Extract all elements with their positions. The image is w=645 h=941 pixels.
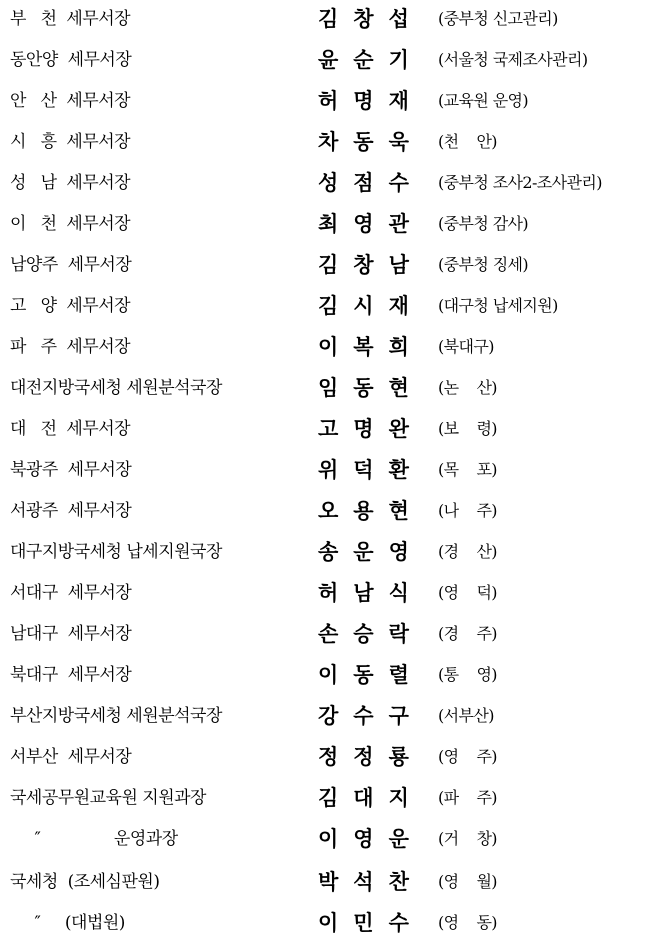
appointment-row	[0, 783, 645, 813]
previous-post: (경 산)	[438, 542, 497, 561]
appointee-name: 김창섭	[318, 6, 424, 31]
appointee-name: 허명재	[318, 88, 424, 113]
appointee-name: 위덕환	[318, 457, 424, 482]
appointment-row	[0, 742, 645, 772]
appointment-row	[0, 45, 645, 75]
position-title: 국세공무원교육원 지원과장	[10, 788, 206, 808]
position-title: 남양주 세무서장	[10, 255, 132, 275]
position-title: 안 산 세무서장	[10, 91, 131, 111]
previous-post: (중부청 조사2-조사관리)	[438, 173, 602, 192]
appointee-name: 김창남	[318, 252, 424, 277]
position-title: 시 흥 세무서장	[10, 132, 131, 152]
previous-post: (통 영)	[438, 665, 497, 684]
position-title: 북대구 세무서장	[10, 665, 132, 685]
appointee-name: 이영운	[318, 826, 424, 851]
appointment-row	[0, 578, 645, 608]
appointee-name: 최영관	[318, 211, 424, 236]
position-title: 서광주 세무서장	[10, 501, 132, 521]
position-title: ″ 운영과장	[10, 829, 178, 849]
appointment-row	[0, 619, 645, 649]
previous-post: (중부청 감사)	[438, 214, 529, 233]
position-title: 부산지방국세청 세원분석국장	[10, 706, 222, 726]
previous-post: (영 월)	[438, 872, 497, 891]
appointee-name: 고명완	[318, 416, 424, 441]
appointment-row	[0, 455, 645, 485]
appointee-name: 이복희	[318, 334, 424, 359]
position-title: 서부산 세무서장	[10, 747, 132, 767]
appointment-row	[0, 867, 645, 897]
appointment-row	[0, 291, 645, 321]
appointment-row	[0, 250, 645, 280]
previous-post: (천 안)	[438, 132, 497, 151]
appointment-row	[0, 537, 645, 567]
previous-post: (대구청 납세지원)	[438, 296, 558, 315]
previous-post: (중부청 신고관리)	[438, 9, 558, 28]
position-title: 대 전 세무서장	[10, 419, 131, 439]
position-title: 대전지방국세청 세원분석국장	[10, 378, 222, 398]
previous-post: (영 주)	[438, 747, 497, 766]
position-title: 대구지방국세청 납세지원국장	[10, 542, 222, 562]
appointee-name: 차동욱	[318, 129, 424, 154]
previous-post: (서부산)	[438, 706, 494, 725]
position-title: ″ (대법원)	[10, 913, 125, 933]
appointee-name: 윤순기	[318, 47, 424, 72]
position-title: 동안양 세무서장	[10, 50, 132, 70]
appointee-name: 김시재	[318, 293, 424, 318]
position-title: 부 천 세무서장	[10, 9, 131, 29]
appointment-row	[0, 86, 645, 116]
appointee-name: 임동현	[318, 375, 424, 400]
appointment-row	[0, 660, 645, 690]
appointee-name: 이동렬	[318, 662, 424, 687]
appointee-name: 손승락	[318, 621, 424, 646]
appointment-row	[0, 127, 645, 157]
position-title: 성 남 세무서장	[10, 173, 131, 193]
previous-post: (보 령)	[438, 419, 497, 438]
position-title: 서대구 세무서장	[10, 583, 132, 603]
previous-post: (서울청 국제조사관리)	[438, 50, 588, 69]
appointment-row	[0, 701, 645, 731]
appointment-row	[0, 373, 645, 403]
position-title: 고 양 세무서장	[10, 296, 131, 316]
previous-post: (교육원 운영)	[438, 91, 529, 110]
previous-post: (영 동)	[438, 913, 497, 932]
position-title: 이 천 세무서장	[10, 214, 131, 234]
appointee-name: 성점수	[318, 170, 424, 195]
previous-post: (목 포)	[438, 460, 497, 479]
appointee-name: 정정룡	[318, 744, 424, 769]
appointee-name: 오용현	[318, 498, 424, 523]
previous-post: (영 덕)	[438, 583, 497, 602]
previous-post: (중부청 징세)	[438, 255, 529, 274]
position-title: 남대구 세무서장	[10, 624, 132, 644]
appointee-name: 김대지	[318, 785, 424, 810]
appointment-row	[0, 824, 645, 854]
appointment-row	[0, 908, 645, 938]
appointment-row	[0, 4, 645, 34]
previous-post: (거 창)	[438, 829, 497, 848]
position-title: 국세청 (조세심판원)	[10, 872, 160, 892]
appointment-row	[0, 332, 645, 362]
previous-post: (나 주)	[438, 501, 497, 520]
position-title: 파 주 세무서장	[10, 337, 131, 357]
appointment-row	[0, 209, 645, 239]
appointee-name: 강수구	[318, 703, 424, 728]
appointee-name: 박석찬	[318, 869, 424, 894]
previous-post: (논 산)	[438, 378, 497, 397]
position-title: 북광주 세무서장	[10, 460, 132, 480]
previous-post: (파 주)	[438, 788, 497, 807]
previous-post: (경 주)	[438, 624, 497, 643]
appointee-name: 허남식	[318, 580, 424, 605]
appointment-row	[0, 496, 645, 526]
appointment-row	[0, 168, 645, 198]
appointee-name: 송운영	[318, 539, 424, 564]
appointee-name: 이민수	[318, 910, 424, 935]
appointment-row	[0, 414, 645, 444]
previous-post: (북대구)	[438, 337, 494, 356]
